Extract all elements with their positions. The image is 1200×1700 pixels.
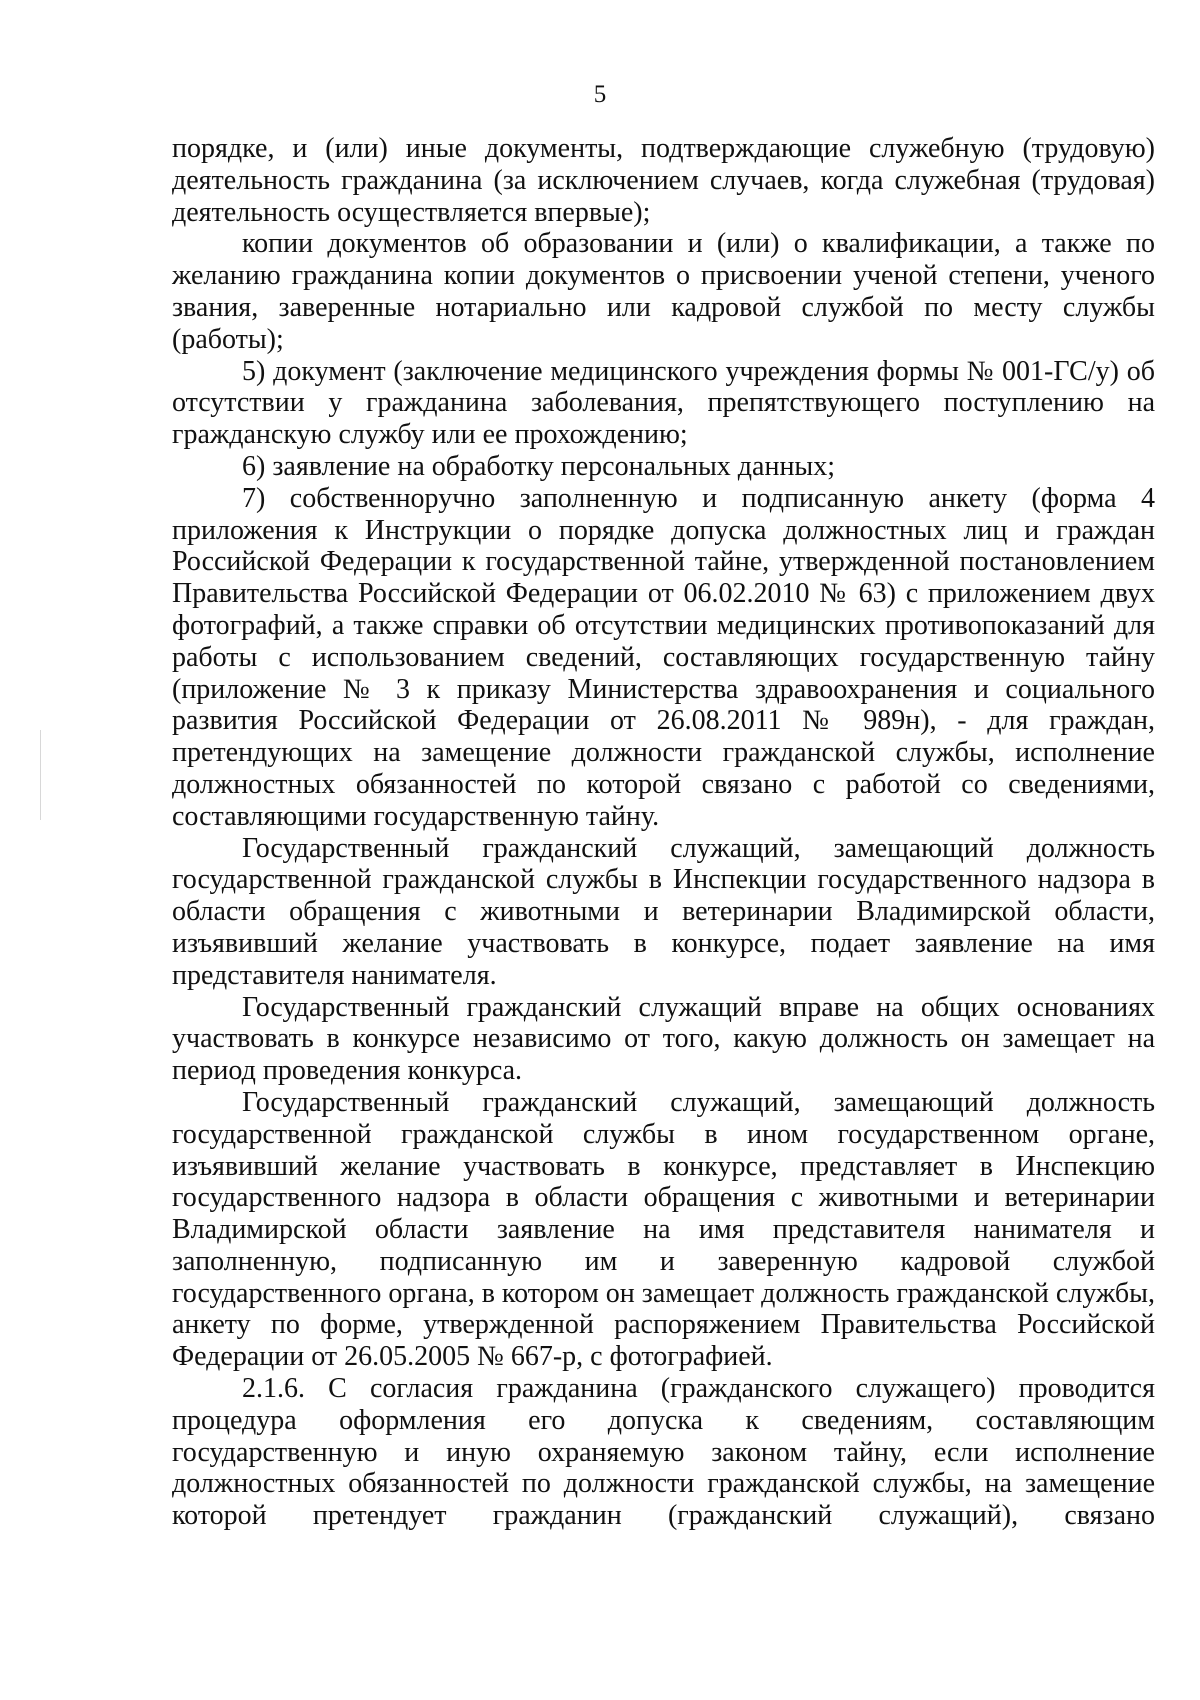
paragraph-item-5: 5) документ (заключение медицинского учреждения формы № 001-ГС/у) об отсутствии у гражданина заболевания, препятствующего поступлению на гражданскую службу или ее прохождению; [172, 355, 1155, 451]
document-body [172, 133, 1155, 1532]
paragraph-other-agency-servant: Государственный гражданский служащий, замещающий должность государственной гражданской службы в ином государственном органе, изъявивший желание участвовать в конкурсе, представляет в Инспекцию государственного надзора в области обращения с животными и ветеринарии Владимирской области заявление на имя представителя нанимателя и заполненную, подписанную им и заверенную кадровой службой государственного органа, в котором он замещает должность гражданской службы, анкету по форме, утвержденной распоряжением Правительства Российской Федерации от 26.05.2005 № 667-р, с фотографией. [172, 1086, 1155, 1373]
paragraph-section-2-1-6: 2.1.6. С согласия гражданина (гражданского служащего) проводится процедура оформления его допуска к сведениям, составляющим государственную и иную охраняемую законом тайну, если исполнение должностных обязанностей по должности гражданской службы, на замещение которой претендует гражданин (гражданский служащий), связано [172, 1373, 1155, 1532]
paragraph-civil-servant-application: Государственный гражданский служащий, замещающий должность государственной гражданской службы в Инспекции государственного надзора в области обращения с животными и ветеринарии Владимирской области, изъявивший желание участвовать в конкурсе, подает заявление на имя представителя нанимателя. [172, 832, 1155, 991]
page-number: 5 [593, 81, 607, 108]
paragraph-item-7: 7) собственноручно заполненную и подписанную анкету (форма 4 приложения к Инструкции о порядке допуска должностных лиц и граждан Российской Федерации к государственной тайне, утвержденной постановлением Правительства Российской Федерации от 06.02.2010 № 63) с приложением двух фотографий, а также справки об отсутствии медицинских противопоказаний для работы с использованием сведений, составляющих государственную тайну (приложение № 3 к приказу Министерства здравоохранения и социального развития Российской Федерации от 26.08.2011 № 989н), - для граждан, претендующих на замещение должности гражданской службы, исполнение должностных обязанностей по которой связано с работой со сведениями, составляющими государственную тайну. [172, 482, 1155, 832]
scan-edge-mark [40, 730, 41, 820]
paragraph-general-grounds: Государственный гражданский служащий вправе на общих основаниях участвовать в конкурсе независимо от того, какую должность он замещает на период проведения конкурса. [172, 991, 1155, 1087]
paragraph-education-documents: копии документов об образовании и (или) о квалификации, а также по желанию гражданина копии документов о присвоении ученой степени, ученого звания, заверенные нотариально или кадровой службой по месту службы (работы); [172, 228, 1155, 355]
paragraph-continuation: порядке, и (или) иные документы, подтверждающие служебную (трудовую) деятельность гражданина (за исключением случаев, когда служебная (трудовая) деятельность осуществляется впервые); [172, 133, 1155, 228]
paragraph-item-6: 6) заявление на обработку персональных данных; [242, 450, 836, 482]
